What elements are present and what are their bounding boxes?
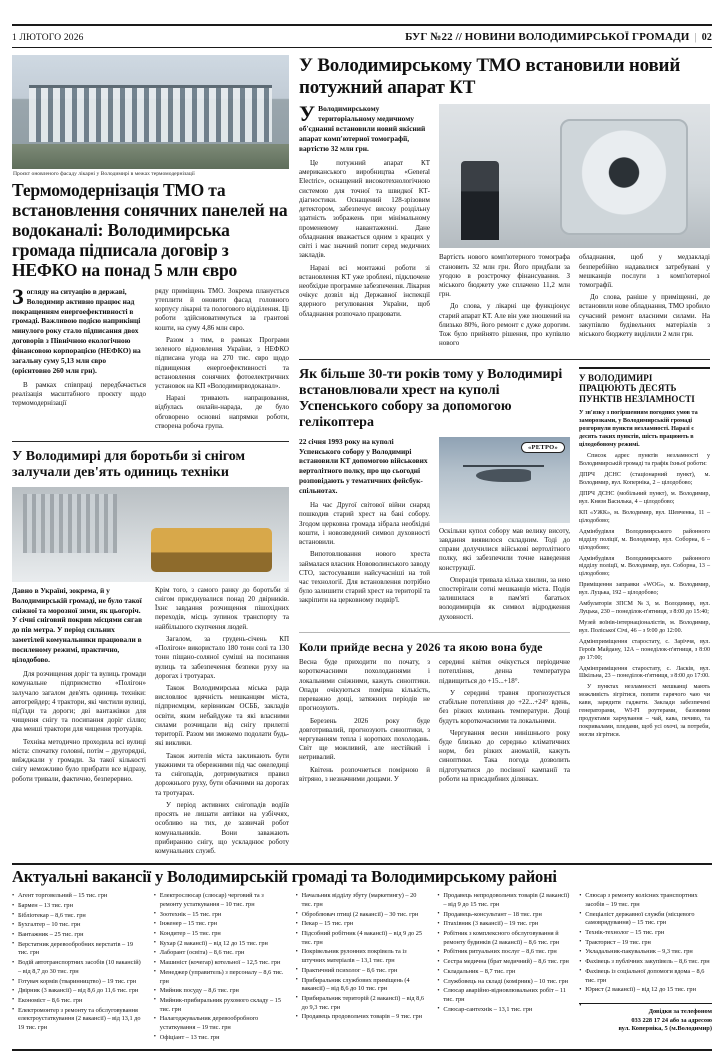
article-spring — [299, 640, 570, 787]
vacancy-item: • Водій автотранспортних засобів (10 вакансій) – від 8,7 до 30 тис. грн — [12, 959, 145, 976]
thermo-dropcap: З — [12, 283, 24, 309]
resilience-intro: Список адрес пунктів незламності у Володимирській громаді та графік їхньої роботи: — [579, 453, 710, 468]
snow-p3: Крім того, з самого ранку до боротьби зі снігом приєднувалися понад 20 двірників. Їхнє завдання розчищення пішохідних переходів, місць зупинок транспорту та найбільшого скупчення людей. — [155, 585, 289, 631]
resilience-outro: У пунктах незламності мешканці мають можливість зігрітися, попити гарячого чаю чи кави, зарядити гаджети. Заклади забезпечені генераторами, WI-FI роутерами, базовими продуктами харчування – чай, кава, печиво, та покривалами, пледами, щоб усі охочі, за потреби, могли зігрітися. — [579, 684, 710, 738]
ct-p6: До слова, раніше у приміщенні, де встановили нове обладнання, ТМО зробило сучасний ремонт власними силами. На закупівлю будівельних матеріалів з міського бюджету виділили 2 млн грн. — [579, 293, 710, 339]
newspaper-page — [0, 24, 724, 1048]
vacancy-item: • Агент торговельний – 15 тис. грн — [12, 892, 145, 901]
left-column — [12, 55, 289, 859]
divider-right-1 — [299, 359, 710, 360]
vacancy-item: • Сестра медична (брат медичний) – 8,6 тис. грн — [437, 958, 570, 967]
masthead-right — [405, 31, 712, 43]
ct-p1: Це потужний апарат КТ американського виробництва «General Electric», оснащений високотехнологічною системою для точної та швидкої КТ-діагностики. Оснащений 128-зрізовим детектором, забезпечує високу роздільну здатність зображень при мінімальному променевому навантаженні. Дане обладнання вважається одним з кращих у світі і має значний попит серед медичних закладів. — [299, 158, 430, 260]
right-column — [299, 55, 710, 859]
thermo-photo — [12, 55, 289, 169]
article-thermomodernization — [12, 55, 289, 434]
vacancy-item: • Практичний психолог – 8,6 тис. грн — [296, 967, 429, 976]
vacancy-item: • Бібліотекар – 8,6 тис. грн — [12, 912, 145, 921]
vacancy-item: • Вантажник – 25 тис. грн — [12, 931, 145, 940]
vacancy-item: • Бармен – 13 тис. грн — [12, 902, 145, 911]
spring-p4: середині квітня очікується періодичне потепління, денна температура підвищиться до +15...+18°. — [439, 658, 570, 685]
vacancies-column-3 — [296, 892, 429, 1043]
thermo-text — [12, 283, 289, 435]
resilience-point: Приміщення заправки «WOG», м. Володимир, вул. Луцька, 192 – цілодобово; — [579, 582, 710, 597]
thermo-lede-text: огляду на ситуацію в державі, Володимир активно працює над покращенням енергоефективності в громаді. Важливою подією наприкінці минулого року стало підписання двох договорів з Північною екологічною фінансовою корпорацією (НЕФКО) на загальну суму 5,13 млн євро (орієнтовно 260 млн грн). — [12, 286, 141, 376]
ct-dropcap: У — [299, 101, 316, 127]
vacancies-column-1 — [12, 892, 145, 1043]
vacancy-item: • Кухар (2 вакансії) – від 12 до 15 тис. грн — [154, 940, 287, 949]
vacancy-item: • Пекар – 15 тис. грн — [296, 920, 429, 929]
resilience-point: ДПРЧ ДСНС (стаціонарний пункт), м. Володимир, вул. Коперніка, 2 – цілодобово; — [579, 472, 710, 487]
sidebar-resilience — [579, 367, 710, 743]
vacancy-item: • Лаборант (освіта) – 8,6 тис. грн — [154, 949, 287, 958]
ct-lede-text: Володимирському територіальному медичному об'єднанні встановили новий якісний апарат комп'ютерної томографії, вартістю 32 млн грн. — [299, 104, 426, 153]
contact-line-1: • Довідки за телефоном — [648, 1007, 712, 1015]
vacancy-item: • Продавець непродовольчих товарів (2 вакансії) – від 9 до 15 тис. грн — [437, 892, 570, 909]
thermo-headline: Термомодернізація ТМО та встановлення сонячних панелей на водоканалі: Володимирська громада підписала договір з НЕФКО на понад 5 млн євро — [12, 179, 288, 280]
vacancy-item: • Кондитер – 15 тис. грн — [154, 930, 287, 939]
vacancy-item: • Готувач кормів (тваринництво) – 19 тис. грн — [12, 978, 145, 987]
vacancy-item: • Електромонтер з ремонту та обслуговування електроустаткування (2 вакансії) – від 13,1 до 19 тис. грн — [12, 1007, 145, 1033]
resilience-point: Адмінбудівля Володимирського районного відділу поліції, м. Володимир, вул. Соборна, 6 – цілодобово; — [579, 528, 710, 551]
vacancy-item: • Машиніст (кочегар) котельної – 12,5 тис. грн — [154, 959, 287, 968]
thermo-lede — [12, 283, 146, 376]
resilience-point: ДПРЧ ДСНС (мобільний пункт), м. Володимир, вул. Князя Василька, 4 – цілодобово; — [579, 491, 710, 505]
lower-right-split — [299, 367, 710, 787]
ct-text-lower — [439, 253, 710, 351]
vacancies-column-4 — [437, 892, 570, 1043]
resilience-title: У ВОЛОДИМИРІ ПРАЦЮЮТЬ ДЕСЯТЬ ПУНКТІВ НЕЗЛАМНОСТІ — [579, 372, 695, 405]
vacancy-item: • Робітник ритуальних послуг – 8,6 тис. грн — [437, 948, 570, 957]
spring-text — [299, 658, 570, 787]
vacancy-item: • Прибиральник службових приміщень (4 вакансії) – від 8,6 до 10 тис. грн — [296, 977, 429, 994]
vacancy-item: • Службовець на складі (комірник) – 10 тис. грн — [437, 978, 570, 987]
snow-p2: Техніка методично проходила всі вулиці міста: спочатку головні, потім – другорядні, виїжджали у громади. За такої кількості снігу неможливо було прибрати все відразу, роботи тривали, фактично, безперервно. — [12, 737, 146, 783]
vacancy-item: • Зоотехнік – 15 тис. грн — [154, 911, 287, 920]
cross-p1: На час Другої світової війни снаряд пошкодив старий хрест на бані собору. Згодом церковна громада зібрала необхідні кошти, і новозведений символ духовності встановили. — [299, 501, 430, 547]
vacancy-item: • Продавець продовольчих товарів – 9 тис. грн — [296, 1013, 429, 1022]
vacancy-contact-block — [579, 1003, 712, 1034]
masthead — [12, 24, 712, 48]
vacancies-columns — [12, 892, 712, 1043]
vacancy-item: • Електрослюсар (слюсар) черговий та з ремонту устаткування – 10 тис. грн — [154, 892, 287, 909]
ct-p4: До слова, у лікарні ще функціонує старий апарат КТ. Але він уже зношений на близько 80%, його ремонт є дуже дорогим. Тож було прийнято рішення, про купівлю нового — [439, 302, 570, 348]
vacancy-item: • Покрівельник рулонних покрівель та із штучних матеріалів – 13,1 тис. грн — [296, 948, 429, 965]
snow-p7: У період активних снігопадів водіїв просять не лишати автівки на узбіччях, особливо на тих, де зазвичай робот комунальників. Вони заважають прибиранню снігу, що ускладнює роботу комунальних служб. — [155, 800, 289, 855]
cross-headline: Як більше 30-ти років тому у Володимирі встановлювали хрест на куполі Успенського собору за допомогою гелікоптера — [299, 366, 563, 431]
vacancy-item: • Економіст – 8,6 тис. грн — [12, 997, 145, 1006]
snow-p4: Загалом, за грудень-січень КП «Полігон» використало 180 тонн солі та 130 тонн піщано-соляної суміші на посипання вулиць та забезпечення безпеки руху на дорогах і тротуарах. — [155, 634, 289, 680]
ct-p2: Наразі всі монтажні роботи зі встановлення КТ уже зроблені, підключене необхідне програмне забезпечення. Лікарня очікує дозвіл від Державної інспекції ядерного регулювання України, щоб обладнання розпочало працювати. — [299, 263, 430, 318]
vacancy-item: • Фахівець з публічних закупівель – 8,6 тис. грн — [579, 958, 712, 967]
vacancy-item: • Бухгалтер – 10 тис. грн — [12, 921, 145, 930]
vacancy-item: • Двірник (3 вакансії) – від 8,6 до 11,6 тис. грн — [12, 987, 145, 996]
contact-line-2: 033 228 17 24 або за адресою — [631, 1016, 712, 1024]
vacancy-item: • Інженер – 15 тис. грн — [154, 920, 287, 929]
snow-text — [12, 586, 289, 860]
resilience-lede: У зв'язку з погіршенням погодних умов та заморозками, у Володимирській громаді розгорнули пункти незламності. Наразі є десять таких пунктів, шість працюють в цілодобовому режимі. — [579, 409, 698, 449]
snow-p1: Для розчищення доріг та вулиць громади комунальне підприємство «Полігон» залучало загалом дев'ять одиниць техніки: автогрейдер; 4 трактори, які чистили вулиці, під'їзди та дороги; дві вантажівки для чищення снігу та посипання доріг сіллю; два менші трактори для чищення тротуарів. — [12, 670, 146, 734]
spring-p5: У середині травня прогнозується стабільне потепління до +22...+24° вдень, без різких коливань температури. Дощі будуть короткочасними та локальними. — [439, 688, 570, 725]
cross-spring-block — [299, 367, 570, 787]
vacancy-item: • Менеджер (управитель) з персоналу – 8,6 тис. грн — [154, 969, 287, 986]
snow-p6: Також жителів міста закликають бути уважними та обережними під час ожеледиці та снігопадів, дотримуватися правил дорожнього руху, бути обачними на дорогах та тротуарах. — [155, 751, 289, 797]
thermo-p2: ряду приміщень ТМО. Зокрема планується утеплити й оновити фасад головного корпусу лікарні та пологового відділення. Ці роботи здійснюватимуться за грантові кошти, на суму 4,86 млн євро. — [155, 286, 289, 332]
resilience-point: Адмінбудівля Володимирського районного відділу поліції, м. Володимир, вул. Соборна, 13 – цілодобово; — [579, 555, 710, 578]
contact-box — [579, 1003, 712, 1034]
ct-photo — [439, 104, 710, 248]
vacancy-item: • Слюсар з ремонту колісних транспортних засобів – 19 тис. грн — [579, 892, 712, 909]
sidebar-top-rule — [579, 367, 710, 369]
spring-p3: Квітень розпочнеться помірною й вітряно, з незначними дощами. У — [299, 765, 430, 783]
ct-p5: обладнання, щоб у медзакладі безперебійно надавалися затребувані у мешканців послуги з комп'ютерної томографії. — [579, 253, 710, 290]
vacancies-column-2 — [154, 892, 287, 1043]
thermo-p4: Наразі тривають напрацювання, відбулась онлайн-нарада, де було обговорено основні напрямки роботи, створена робоча група. — [155, 394, 289, 430]
divider-left-1 — [12, 441, 289, 442]
thermo-p3: Разом з тим, в рамках Програми зеленого відновлення України, з НЕФКО підписана угода на 270 тис. євро щодо підвищення енергоефективності та встановлення сонячних фотоелектричних установок на КП «Володимирводоканал». — [155, 335, 289, 391]
vacancy-item: • Оброблювач птиці (2 вакансії) – 30 тис. грн — [296, 911, 429, 920]
vacancy-item: • Продавець-консультант – 18 тис. грн — [437, 911, 570, 920]
vacancy-item: • Тракторист – 19 тис. грн — [579, 939, 712, 948]
page-number: 02 — [701, 32, 712, 43]
publication-title: БУГ №22 // НОВИНИ ВОЛОДИМИРСЬКОЇ ГРОМАДИ — [405, 31, 690, 43]
section-vacancies — [12, 863, 712, 1051]
vacancy-item: • Слюсар аварійно-відновлювальних робіт – 11 тис. грн — [437, 987, 570, 1004]
resilience-point: Адмінприміщення старостату, с. Заріччя, вул. Героїв Майдану, 12А – понеділок-п'ятниця, з 8:00 до 17:00; — [579, 638, 710, 661]
vacancy-item: • Верстатник деревообробних верстатів – 19 тис. грн — [12, 941, 145, 958]
ct-lede — [299, 101, 430, 154]
vacancy-item: • Складальник – 8,7 тис. грн — [437, 968, 570, 977]
vacancy-item: • Укладальник-пакувальник – 9,3 тис. грн — [579, 948, 712, 957]
vacancy-item: • Підсобний робітник (4 вакансії) – від 9 до 25 тис. грн — [296, 930, 429, 947]
contact-line-3: вул. Коперніка, 5 (м.Володимир) — [618, 1025, 712, 1033]
vacancy-item: • Слюсар-сантехнік – 13,1 тис. грн — [437, 1006, 570, 1015]
snow-lede: Давно в Україні, зокрема, й у Володимирській громаді, не було такої сніжної та морозної зими, як цьогоріч. У січні сніговий покрив місцями сягав до пів метра. У період сильних заметілей комунальники працювали в посиленому режимі, практично, цілодобово. — [12, 585, 143, 665]
snow-photo — [12, 487, 289, 582]
vacancy-item: • Технік-технолог – 15 тис. грн — [579, 929, 712, 938]
cross-p2: Випотовлювання нового хреста займалася власник Нововолинського заводу СТО, застосувавши найсучасніші на той час технології. Для встановлення потрібно було залишити старий хрест на території та закріпити на церковному подвір'ї. — [299, 550, 430, 605]
cross-p3: Оскільки купол собору мав велику висоту, завдання виявилося складним. Тоді до справи долучилися військові вертолітного полку, які забезпечили точне наведення конструкції. — [439, 526, 570, 572]
spring-p2: Березень 2026 року буде довготривалий, прогнозують синоптики, з чергуванням тепла і коротких похолодань. Світ ще можливий, але нестійкий і нетривалий. — [299, 716, 430, 762]
spring-headline: Коли прийде весна у 2026 та якою вона буде — [299, 639, 543, 654]
vacancies-top-rule — [12, 863, 712, 865]
vacancy-item: • Мийник-прибиральник рухомого складу – 15 тис. грн — [154, 997, 287, 1014]
vacancies-column-5 — [579, 892, 712, 1043]
ct-p3: Вартість нового комп'ютерного томографа становить 32 млн грн. Його придбали за угодою в розстрочку фінансування. З міського бюджету уже сплачено 11,2 млн грн. — [439, 253, 570, 299]
vacancies-title: Актуальні вакансії у Володимирській громаді та Володимирському районі — [12, 867, 557, 887]
article-cross — [299, 367, 570, 633]
vacancy-item: • Налагоджувальник деревообробного устаткування – 19 тис. грн — [154, 1015, 287, 1032]
issue-date: 1 ЛЮТОГО 2026 — [12, 33, 84, 43]
resilience-point: Адмінприміщення старостату, с. Ласків, вул. Шкільна, 23 – понеділок-п'ятниця, з 8:00 до 17:00. — [579, 665, 710, 680]
vacancy-item: • Робітник з комплексного обслуговування й ремонту будинків (2 вакансії) – 8,6 тис. грн — [437, 930, 570, 947]
snow-headline: У Володимирі для боротьби зі снігом залучали дев'ять одиниць техніки — [12, 449, 246, 481]
upper-body — [12, 55, 712, 859]
vacancy-item: • Прибиральник територій (2 вакансії) – від 8,6 до 9,3 тис. грн — [296, 995, 429, 1012]
spring-p1: Весна буде приходити по почату, з короткочасними похолоданнями і локальними сніжними, кажуть синоптики. Опади очікуються помірна кількість, переважно дощі, затяжних періодів не прогнозують. — [299, 658, 430, 713]
cross-top — [299, 437, 570, 625]
masthead-separator: | — [694, 31, 697, 43]
helicopter-photo — [439, 437, 570, 523]
vacancy-item: • Начальник відділу збуту (маркетингу) – 20 тис. грн — [296, 892, 429, 909]
ct-headline: У Володимирському ТМО встановили новий потужний апарат КТ — [299, 55, 681, 98]
spring-p6: Чергування весни нинішнього року буде близько до середньо кліматичних норм, без різких аномалій, кажуть синоптики. Така погода дозволить підготуватися до посівної кампанії та роботи на присадибних ділянках. — [439, 728, 570, 783]
cross-p4: Операція тривала кілька хвилин, за нею спостерігали сотні мешканців міста. Подія залишилася в пам'яті багатьох володимирців як символ відродження духовності. — [439, 575, 570, 621]
vacancy-item: • Птахівник (3 вакансії) – 19 тис. грн — [437, 920, 570, 929]
resilience-point: Музей воїнів-інтернаціоналістів, м. Володимир, вул. Поліської Січі, 46 – з 9:00 до 12:00. — [579, 619, 710, 634]
resilience-point: КП «УЖК», м. Володимир, вул. Шевченка, 11 – цілодобово; — [579, 509, 710, 524]
resilience-point: Амбулаторія ЗПСМ №3, м. Володимир, вул. Луцька, 230 – понеділок-п'ятниця, з 8:00 до 15:40; — [579, 601, 710, 616]
article-ct-scanner — [299, 55, 710, 352]
vacancy-item: • Спеціаліст державної служби (місцевого самоврядування) – 15 тис. грн — [579, 911, 712, 928]
divider-right-2 — [299, 632, 570, 633]
thermo-photo-caption: Проєкт оновленого фасаду лікарні у Володимирі в межах термомодернізації — [12, 169, 289, 181]
thermo-p1: В рамках співпраці передбачається реалізація масштабного проєкту щодо термомодернізації — [12, 380, 146, 408]
article-snow — [12, 449, 289, 859]
snow-p5: Також Володимирська міська рада висловлює вдячність мешканцям міста, підприємцям, керівникам ОСББ, закладів освіти, яким небайдуже та які власними силами розчищали від снігу прилеглі території. Разом ми зможемо подолати будь-які виклики. — [155, 684, 289, 748]
vacancy-item: • Фахівець із соціальної допомоги вдома – 8,6 тис. грн — [579, 968, 712, 985]
vacancy-item: • Офіціант – 13 тис. грн — [154, 1034, 287, 1043]
vacancy-item: • Мийник посуду – 8,6 тис. грн — [154, 987, 287, 996]
retro-badge: «РЕТРО» — [521, 442, 565, 453]
vacancy-item: • Юрист (2 вакансії) – від 12 до 15 тис. грн — [579, 986, 712, 995]
cross-lede: 22 січня 1993 року на куполі Успенського собору у Володимирі встановили КТ допомогою військових вертолітного полку, про що сьогодні розповідають у тематичних фейсбук-спільнотах. — [299, 436, 428, 496]
